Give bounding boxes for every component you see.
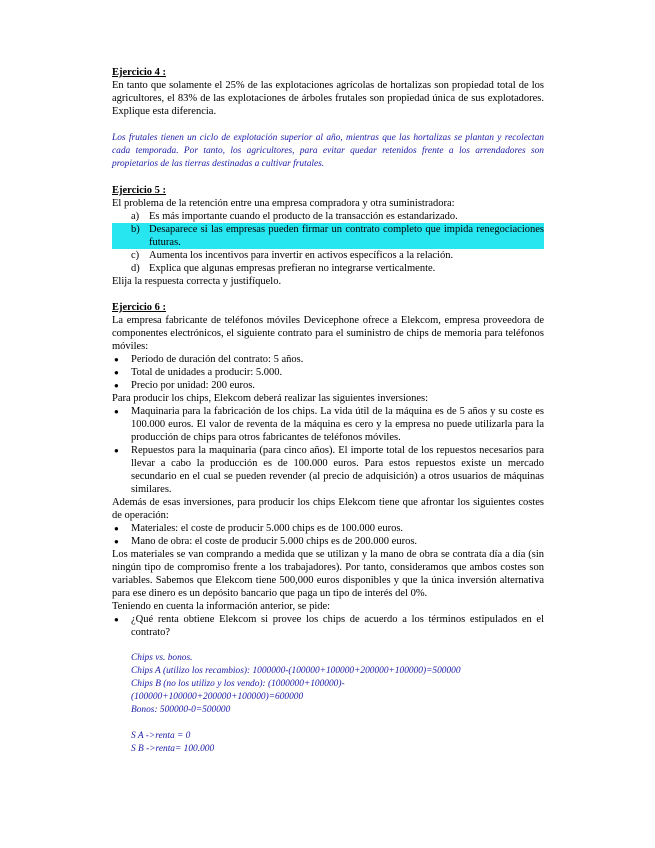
list-item: ● Total de unidades a producir: 5.000.	[114, 367, 283, 378]
exercise-6-title: Ejercicio 6 :	[112, 302, 167, 313]
investments-list	[112, 405, 544, 496]
bullet-icon: ●	[114, 615, 119, 624]
exercise-4-answer: Los frutales tienen un ciclo de explotación superior al año, mientras que las hortalizas se plantan y recolectan cada temporada. Por tanto, los agricultores, para evitar quedar retenidos frente a los arrendadores son propietarios de las tierras destinadas a cultivar frutales.	[112, 133, 544, 169]
answer-line: Bonos: 500000-0=500000	[131, 705, 231, 715]
option-label: a)	[131, 211, 140, 222]
exercise-5-title: Ejercicio 5 :	[112, 185, 167, 196]
list-item: ● Repuestos para la maquinaria (para cinco años). El importe total de los repuestos necesarios para llevar a cabo la producción es de 100.000 euros. Para estos repuestos existe un mercado secundario en el cual se pueden revender (al precio de adquisición) a otros usuarios de máquinas similares.	[114, 445, 544, 495]
bullet-icon: ●	[114, 537, 119, 546]
list-item: ● ¿Qué renta obtiene Elekcom si provee los chips de acuerdo a los términos estipulados en el contrato?	[114, 614, 544, 638]
bullet-icon: ●	[114, 368, 119, 377]
investments-intro: Para producir los chips, Elekcom deberá realizar las siguientes inversiones:	[112, 393, 429, 404]
rent-line: S A ->renta = 0	[131, 731, 191, 741]
option-d	[112, 262, 544, 275]
bullet-icon: ●	[114, 355, 119, 364]
list-item: ● Materiales: el coste de producir 5.000 chips es de 100.000 euros.	[114, 523, 404, 534]
option-b-highlighted	[112, 223, 544, 249]
costs-paragraph: Los materiales se van comprando a medida que se utilizan y la mano de obra se contrata día a día (sin ningún tipo de compromiso frente a los trabajadores). Por tanto, consideramos que ambos costes son variables. Sabemos que Elekcom tiene 500,000 euros disponibles y que la única inversión alternativa para ese dinero es un depósito bancario que paga un tipo de interés del 0%.	[112, 549, 544, 599]
bullet-icon: ●	[114, 381, 119, 390]
exercise-4-text: En tanto que solamente el 25% de las explotaciones agrícolas de hortalizas son propiedad total de los agricultores, el 83% de las explotaciones de árboles frutales son propiedad única de sus explotadores. Explique esta diferencia.	[112, 80, 544, 117]
exercise-4-title: Ejercicio 4 :	[112, 67, 167, 78]
bullet-icon: ●	[114, 407, 119, 416]
exercise-5-closing: Elija la respuesta correcta y justifíquelo.	[112, 276, 282, 287]
answer-line: Chips vs. bonos.	[131, 653, 193, 663]
answer-line: Chips B (no los utilizo y los vendo): (1000000+100000)-	[131, 679, 345, 689]
exercise-5-intro: El problema de la retención entre una empresa compradora y otra suministradora:	[112, 198, 455, 209]
exercise-6-intro: La empresa fabricante de teléfonos móviles Devicephone ofrece a Elekcom, empresa proveedora de componentes electrónicos, el siguiente contrato para el suministro de chips de memoria para teléfonos móviles:	[112, 315, 544, 352]
bullet-icon: ●	[114, 446, 119, 455]
question-list	[112, 613, 544, 639]
option-label: c)	[131, 250, 140, 261]
costs-intro: Además de esas inversiones, para producir los chips Elekcom tiene que afrontar los siguientes costes de operación:	[112, 497, 544, 521]
option-label: b)	[131, 224, 140, 235]
option-text: Aumenta los incentivos para invertir en activos específicos a la relación.	[149, 250, 454, 261]
rent-line: S B ->renta= 100.000	[131, 744, 215, 754]
contract-terms-list	[112, 353, 544, 392]
option-text: Desaparece si las empresas pueden firmar un contrato completo que impida renegociaciones futuras.	[149, 224, 544, 248]
exercise-5-options	[112, 210, 544, 275]
option-c	[112, 249, 544, 262]
answer-line: Chips A (utilizo los recambios): 1000000-(100000+100000+200000+100000)=500000	[131, 666, 461, 676]
option-a	[112, 210, 544, 223]
option-text: Es más importante cuando el producto de la transacción es estandarizado.	[149, 211, 458, 222]
question-intro: Teniendo en cuenta la información anterior, se pide:	[112, 601, 331, 612]
costs-list	[112, 522, 544, 548]
answer-line: (100000+100000+200000+100000)=600000	[131, 692, 304, 702]
document-page	[112, 66, 544, 756]
list-item: ● Maquinaria para la fabricación de los chips. La vida útil de la máquina es de 5 años y su coste es 100.000 euros. El valor de reventa de la máquina es cero y la empresa no puede utilizarla para la producción de chips para otros fabricantes de teléfonos móviles.	[114, 406, 544, 443]
option-text: Explica que algunas empresas prefieran no integrarse verticalmente.	[149, 263, 436, 274]
bullet-icon: ●	[114, 524, 119, 533]
list-item: ● Precio por unidad: 200 euros.	[114, 380, 255, 391]
list-item: ● Período de duración del contrato: 5 años.	[114, 354, 304, 365]
option-label: d)	[131, 263, 140, 274]
list-item: ● Mano de obra: el coste de producir 5.000 chips es de 200.000 euros.	[114, 536, 418, 547]
